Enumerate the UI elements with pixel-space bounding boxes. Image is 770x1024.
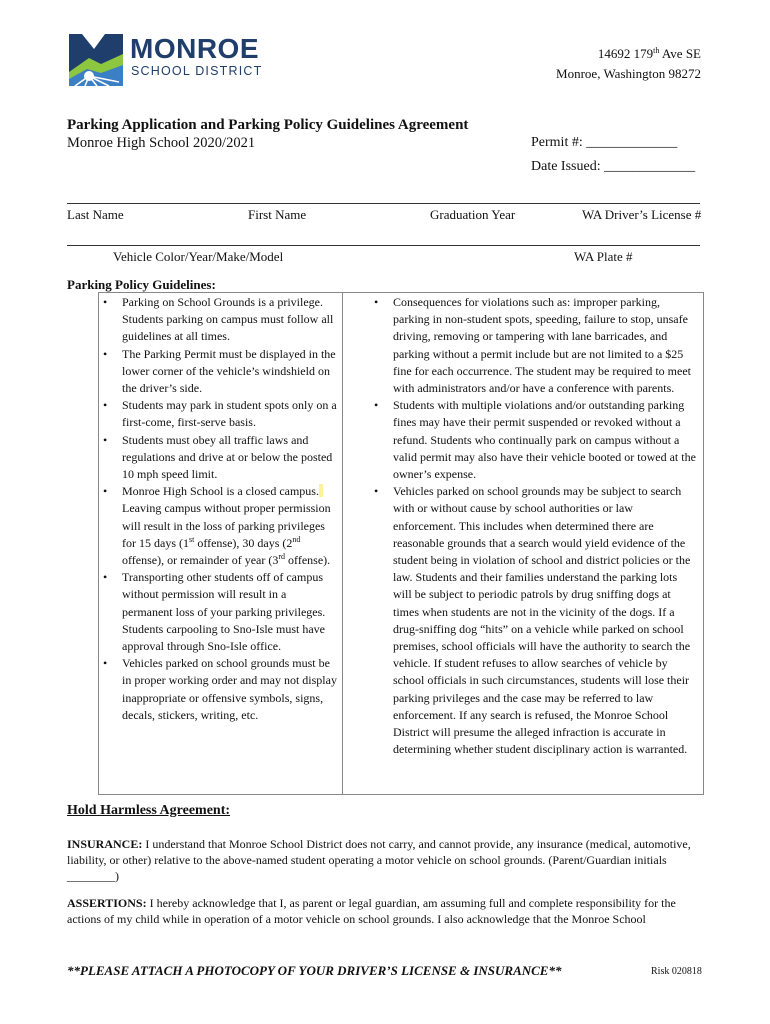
- list-item: • Parking on School Grounds is a privilege. Students parking on campus must follow all guidelines at all times.: [122, 294, 338, 346]
- guidelines-heading: Parking Policy Guidelines:: [67, 277, 216, 292]
- guidelines-left-column: [98, 292, 342, 795]
- form-title: Parking Application and Parking Policy Guidelines Agreement: [67, 117, 469, 133]
- graduation-year-label: Graduation Year: [430, 207, 516, 222]
- drivers-license-label: WA Driver’s License #: [582, 207, 702, 222]
- hold-harmless-heading: Hold Harmless Agreement:: [67, 803, 231, 818]
- address-line-2: Monroe, Washington 98272: [556, 66, 701, 81]
- list-item: • Students with multiple violations and/or outstanding parking fines may have their permit suspended or revoked without a refund. Students who continually park on campus without a valid permit may also have their vehicle booted or towed at the owner’s expense.: [393, 397, 698, 483]
- assertions-paragraph: ASSERTIONS: I hereby acknowledge that I, as parent or legal guardian, am assuming full and complete responsibility for the actions of my child while in operation of a motor vehicle on school grounds. I also acknowledge that the Monroe School: [67, 896, 676, 926]
- list-item: • Monroe High School is a closed campus. Leaving campus without proper permission will result in the loss of parking privileges for 15 days (1st offense), 30 days (2nd offense), or remainder of year (3rd offense).: [122, 483, 338, 569]
- vehicle-label: Vehicle Color/Year/Make/Model: [113, 249, 284, 264]
- permit-number-field[interactable]: Permit #: _____________: [531, 135, 678, 150]
- last-name-label: Last Name: [67, 207, 124, 222]
- list-item: • Vehicles parked on school grounds must be in proper working order and may not display inappropriate or offensive symbols, signs, decals, stickers, writing, etc.: [122, 655, 338, 724]
- insurance-paragraph: INSURANCE: I understand that Monroe School District does not carry, and cannot provide, any insurance (medical, automotive, liability, or other) relative to the above-named student operating a motor vehicle on school grounds. (Parent/Guardian initials ________): [67, 837, 691, 883]
- date-issued-field[interactable]: Date Issued: _____________: [531, 159, 696, 174]
- logo-name: MONROE: [130, 33, 259, 64]
- form-code: Risk 020818: [651, 966, 702, 977]
- list-item: • Students may park in student spots only on a first-come, first-serve basis.: [122, 397, 338, 431]
- list-item: • The Parking Permit must be displayed in the lower corner of the vehicle’s windshield on the driver’s side.: [122, 346, 338, 398]
- district-logo: [67, 31, 263, 89]
- plate-label: WA Plate #: [574, 249, 633, 264]
- logo-subtitle: SCHOOL DISTRICT: [131, 64, 263, 78]
- list-item: • Transporting other students off of campus without permission will result in a permanent loss of your parking privileges. Students carpooling to Sno-Isle must have approval through Sno-Isle office.: [122, 569, 338, 655]
- guidelines-right-column: [342, 292, 704, 795]
- list-item: • Students must obey all traffic laws and regulations and drive at or below the posted 10 mph speed limit.: [122, 432, 338, 484]
- first-name-label: First Name: [248, 207, 307, 222]
- highlight-mark: [319, 484, 323, 497]
- address-line-1: 14692 179th Ave SE: [597, 46, 701, 61]
- school-year: Monroe High School 2020/2021: [67, 135, 256, 151]
- attach-license-note: **PLEASE ATTACH A PHOTOCOPY OF YOUR DRIVER’S LICENSE & INSURANCE**: [67, 963, 562, 978]
- vehicle-info-line[interactable]: [67, 245, 700, 246]
- list-item: • Vehicles parked on school grounds may be subject to search with or without cause by school authorities or law enforcement. This includes when determined there are reasonable grounds that a search would yield evidence of the student being in violation of school and district policies or the law. Students and their families understand the parking lots will be subject to periodic patrols by drug sniffing dogs at times when students are not in the vicinity of the dogs. If a drug-sniffing dog “hits” on a vehicle while parked on school premises, school officials will have the authority to search the vehicle. If student refuses to allow searches of vehicle by school officials in such circumstances, students will lose their parking privileges and the case may be referred to law enforcement. If any search is refused, the Monroe School District will presume the alleged infraction is accurate in determining whether student disciplinary action is warranted.: [393, 483, 698, 758]
- list-item: • Consequences for violations such as: improper parking, parking in non-student spots, speeding, failure to stop, unsafe driving, removing or tampering with lane barricades, and parking without a permit include but are not limited to a $25 fine for each occurrence. The student may be required to meet with administrators and/or have a conference with parents.: [393, 294, 698, 397]
- student-info-line[interactable]: [67, 203, 700, 204]
- monroe-mountain-icon: [67, 32, 125, 88]
